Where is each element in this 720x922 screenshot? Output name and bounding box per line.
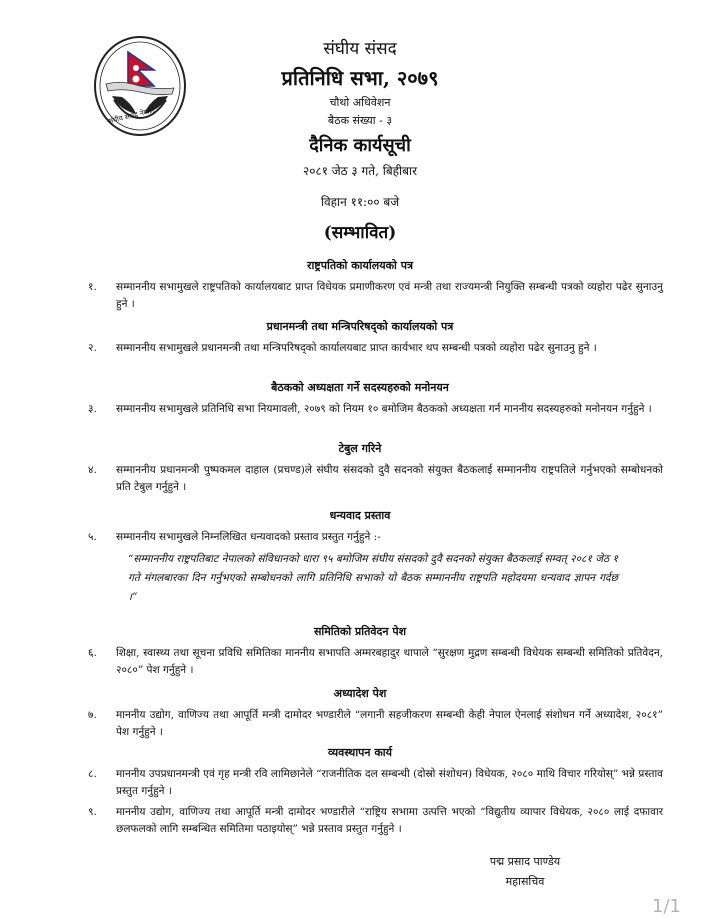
- item-number: ४.: [88, 464, 97, 476]
- agenda-item: [88, 279, 663, 313]
- institution-name: संघीय संसद: [323, 39, 397, 59]
- item-number: ९.: [88, 806, 97, 818]
- item-text: शिक्षा, स्वास्थ्य तथा सूचना प्रविधि समितिका माननीय सभापति अम्मरबहादुर थापाले “सुरक्षण मुद्रण सम्बन्धी विधेयक सम्बन्धी समितिको प्रतिवेदन, २०८०” पेश गर्नुहुने ।: [116, 647, 663, 676]
- status-label: (सम्भावित): [323, 223, 397, 243]
- section-heading: टेबुल गरिने: [338, 442, 382, 455]
- house-title: प्रतिनिधि सभा, २०७९: [281, 66, 439, 90]
- agenda-item: [88, 707, 663, 741]
- meeting-number: बैठक संख्या - ३: [327, 114, 393, 127]
- item-number: ७.: [88, 709, 97, 721]
- agenda-item: [88, 529, 663, 546]
- emblem-text: संघीय संसद नेपाल: [107, 106, 155, 126]
- item-text: माननीय उपप्रधानमन्त्री एवं गृह मन्त्री रवि लामिछानेले “राजनीतिक दल सम्बन्धी (दोस्रो संशोधन) विधेयक, २०८० माथि विचार गरियोस्” भन्ने प्रस्ताव प्रस्तुत गर्नुहुने ।: [116, 768, 663, 797]
- session-label: चौथो अधिवेशन: [329, 96, 391, 109]
- section-heading: अध्यादेश पेश: [333, 687, 387, 700]
- agenda-item: [88, 462, 663, 496]
- section-heading: राष्ट्रपतिको कार्यालयको पत्र: [306, 259, 414, 272]
- signatory-designation: महासचिव: [505, 875, 545, 888]
- agenda-item: [88, 645, 663, 679]
- item-number: ८.: [88, 768, 97, 780]
- section-heading: व्यवस्थापन कार्य: [327, 746, 393, 759]
- section-heading: बैठकको अध्यक्षता गर्ने सदस्यहरुको मनोनयन: [271, 381, 449, 394]
- section-heading: प्रधानमन्त्री तथा मन्त्रिपरिषद्को कार्यालयको पत्र: [266, 320, 454, 333]
- item-text: सम्माननीय प्रधानमन्त्री पुष्पकमल दाहाल (प्रचण्ड)ले संघीय संसदको दुवै सदनको संयुक्त बैठकलाई सम्माननीय राष्ट्रपतिले गर्नुभएको सम्बोधनको प्रति टेबुल गर्नुहुने ।: [116, 464, 663, 493]
- agenda-item: [88, 401, 663, 418]
- meeting-time: विहान ११:०० बजे: [320, 195, 400, 209]
- item-text: सम्माननीय सभामुखले निम्नलिखित धन्यवादको प्रस्ताव प्रस्तुत गर्नुहुने :-: [116, 531, 381, 543]
- thanks-motion-quote: “सम्माननीय राष्ट्रपतिबाट नेपालको संविधानको धारा ९५ बमोजिम संघीय संसदको दुवै सदनको संयुक्त बैठकलाई सम्वत् २०८१ जेठ १ गते मंगलबारका दिन गर्नुभएको सम्बोधनको लागि प्रतिनिधि सभाको यो बैठक सम्माननीय राष्ट्रपति महोदयमा धन्यवाद ज्ञापन गर्दछ ।”: [128, 553, 618, 603]
- agenda-item: [88, 804, 663, 838]
- item-text: माननीय उद्योग, वाणिज्य तथा आपूर्ति मन्त्री दामोदर भण्डारीले “राष्ट्रिय सभामा उत्पत्ति भएको “विद्युतीय व्यापार विधेयक, २०८० लाई दफावार छलफलको लागि सम्बन्धित समितिमा पठाइयोस्” भन्ने प्रस्ताव प्रस्तुत गर्नुहुने ।: [116, 806, 663, 835]
- meeting-date: २०८१ जेठ ३ गते, बिहीबार: [302, 164, 418, 178]
- document-title: दैनिक कार्यसूची: [309, 135, 411, 156]
- item-number: ३.: [88, 403, 97, 415]
- item-number: ५.: [88, 531, 97, 543]
- item-text: माननीय उद्योग, वाणिज्य तथा आपूर्ति मन्त्री दामोदर भण्डारीले “लगानी सहजीकरण सम्बन्धी केही नेपाल ऐनलाई संशोधन गर्ने अध्यादेश, २०८१” पेश गर्नुहुने ।: [116, 709, 663, 738]
- agenda-item: [88, 340, 663, 357]
- item-text: सम्माननीय सभामुखले प्रधानमन्त्री तथा मन्त्रिपरिषद्को कार्यालयबाट प्राप्त कार्यभार थप सम्बन्धी पत्रको व्यहोरा पढेर सुनाउनु हुने ।: [116, 342, 597, 354]
- section-heading: समितिको प्रतिवेदन पेश: [313, 625, 407, 638]
- item-number: २.: [88, 342, 97, 354]
- item-number: ६.: [88, 647, 97, 659]
- page-indicator: 1/1: [652, 896, 681, 917]
- signatory-name: पद्म प्रसाद पाण्डेय: [489, 855, 561, 868]
- item-text: सम्माननीय सभामुखले प्रतिनिधि सभा नियमावली, २०७९ को नियम १० बमोजिम बैठकको अध्यक्षता गर्न माननीय सदस्यहरुको मनोनयन गर्नुहुने ।: [116, 403, 652, 415]
- item-text: सम्माननीय सभामुखले राष्ट्रपतिको कार्यालयबाट प्राप्त विधेयक प्रमाणीकरण एवं मन्त्री तथा राज्यमन्त्री नियुक्ति सम्बन्धी पत्रको व्यहोरा पढेर सुनाउनु हुने ।: [116, 281, 663, 310]
- item-number: १.: [88, 281, 97, 293]
- section-heading: धन्यवाद प्रस्ताव: [329, 509, 391, 522]
- agenda-item: [88, 766, 663, 800]
